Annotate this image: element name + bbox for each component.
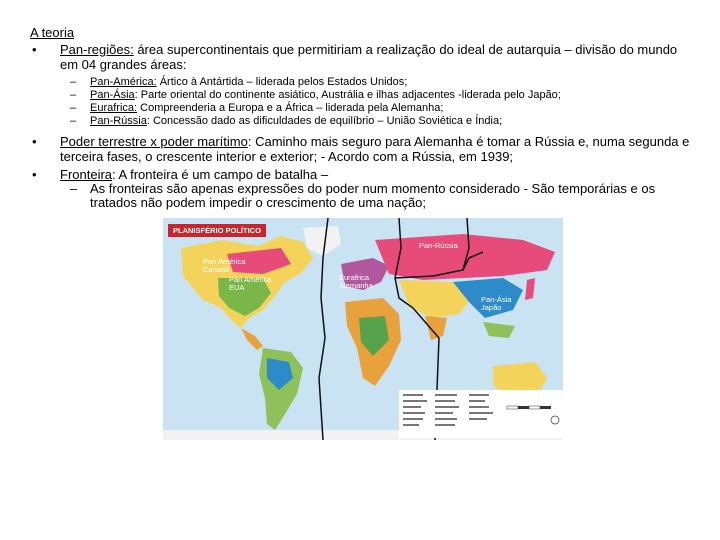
sub-bullet-text: Compreenderia a Europa e a África – liderada pela Alemanha; [137, 102, 444, 114]
map-label-pan-america-canada: Pan América Canadá [203, 257, 246, 274]
sub-bullet-text: : Concessão dado as dificuldades de equilíbrio – União Soviética e Índia; [146, 115, 503, 127]
bullet-poder [30, 134, 690, 164]
sub-bullet-text: As fronteiras são apenas expressões do poder num momento considerado - São temporárias e os tratados não podem impedir o crescimento de uma nação; [90, 181, 656, 210]
dash-icon: – [70, 76, 77, 88]
bullet-dot-icon: • [32, 167, 37, 182]
map-scale [503, 400, 563, 430]
bullet-pan-regioes [30, 42, 690, 72]
scale-bar-svg [503, 400, 563, 430]
sub-bullet-label: Pan-América: [90, 76, 157, 88]
sub-bullet-pan-asia [30, 89, 690, 102]
map-label-pan-america-eua: Pan América EUA [229, 275, 272, 292]
bullet-label: Pan-regiões: [60, 42, 134, 57]
bullet-text: área supercontinentais que permitiriam a realização do ideal de autarquia – divisão do mundo em 04 grandes áreas: [60, 42, 678, 72]
sub-bullet-pan-america [30, 76, 690, 89]
dash-icon: – [70, 115, 77, 127]
bullet-list [30, 42, 690, 210]
map-label-pan-russia: Pan-Rússia [419, 241, 458, 250]
sub-bullet-label: Pan-Rússia [90, 115, 147, 127]
dash-icon: – [70, 102, 77, 114]
bullet-label: Fronteira [60, 167, 113, 182]
dash-icon: – [70, 181, 78, 196]
sub-bullet-pan-russia [30, 115, 690, 128]
bullet-label: Poder terrestre x poder marítimo [60, 134, 248, 149]
slide-title: A teoria [30, 25, 75, 40]
sub-bullet-label: Pan-Ásia [90, 89, 135, 101]
dash-icon: – [70, 89, 77, 101]
bullet-dot-icon: • [32, 134, 37, 149]
sub-bullet-label: Eurafrica: [90, 102, 138, 114]
bullet-text: : A fronteira é um campo de batalha – [112, 167, 329, 182]
bullet-dot-icon: • [32, 42, 37, 57]
map-label-eurafrica: Eurafrica Alemanha [339, 273, 373, 290]
bullet-text: : Caminho mais seguro para Alemanha é tomar a Rússia e, numa segunda e terceira fases, o crescente interior e exterior; - Acordo com a Rússia, em 1939; [60, 134, 690, 164]
bullet-fronteira [30, 167, 690, 182]
sub-bullet-text: Ártico à Antártida – liderada pelos Estados Unidos; [156, 76, 408, 88]
sub-bullet-text: : Parte oriental do continente asiático, Austrália e ilhas adjacentes -liderada pelo Japão; [134, 89, 561, 101]
map-label-pan-asia: Pan-Ásia Japão [481, 295, 512, 312]
map-title-badge: PLANISFÉRIO POLÍTICO [168, 224, 266, 237]
world-map [163, 218, 563, 440]
sub-bullet-eurafrica [30, 102, 690, 115]
sub-bullet-fronteiras [30, 182, 690, 210]
